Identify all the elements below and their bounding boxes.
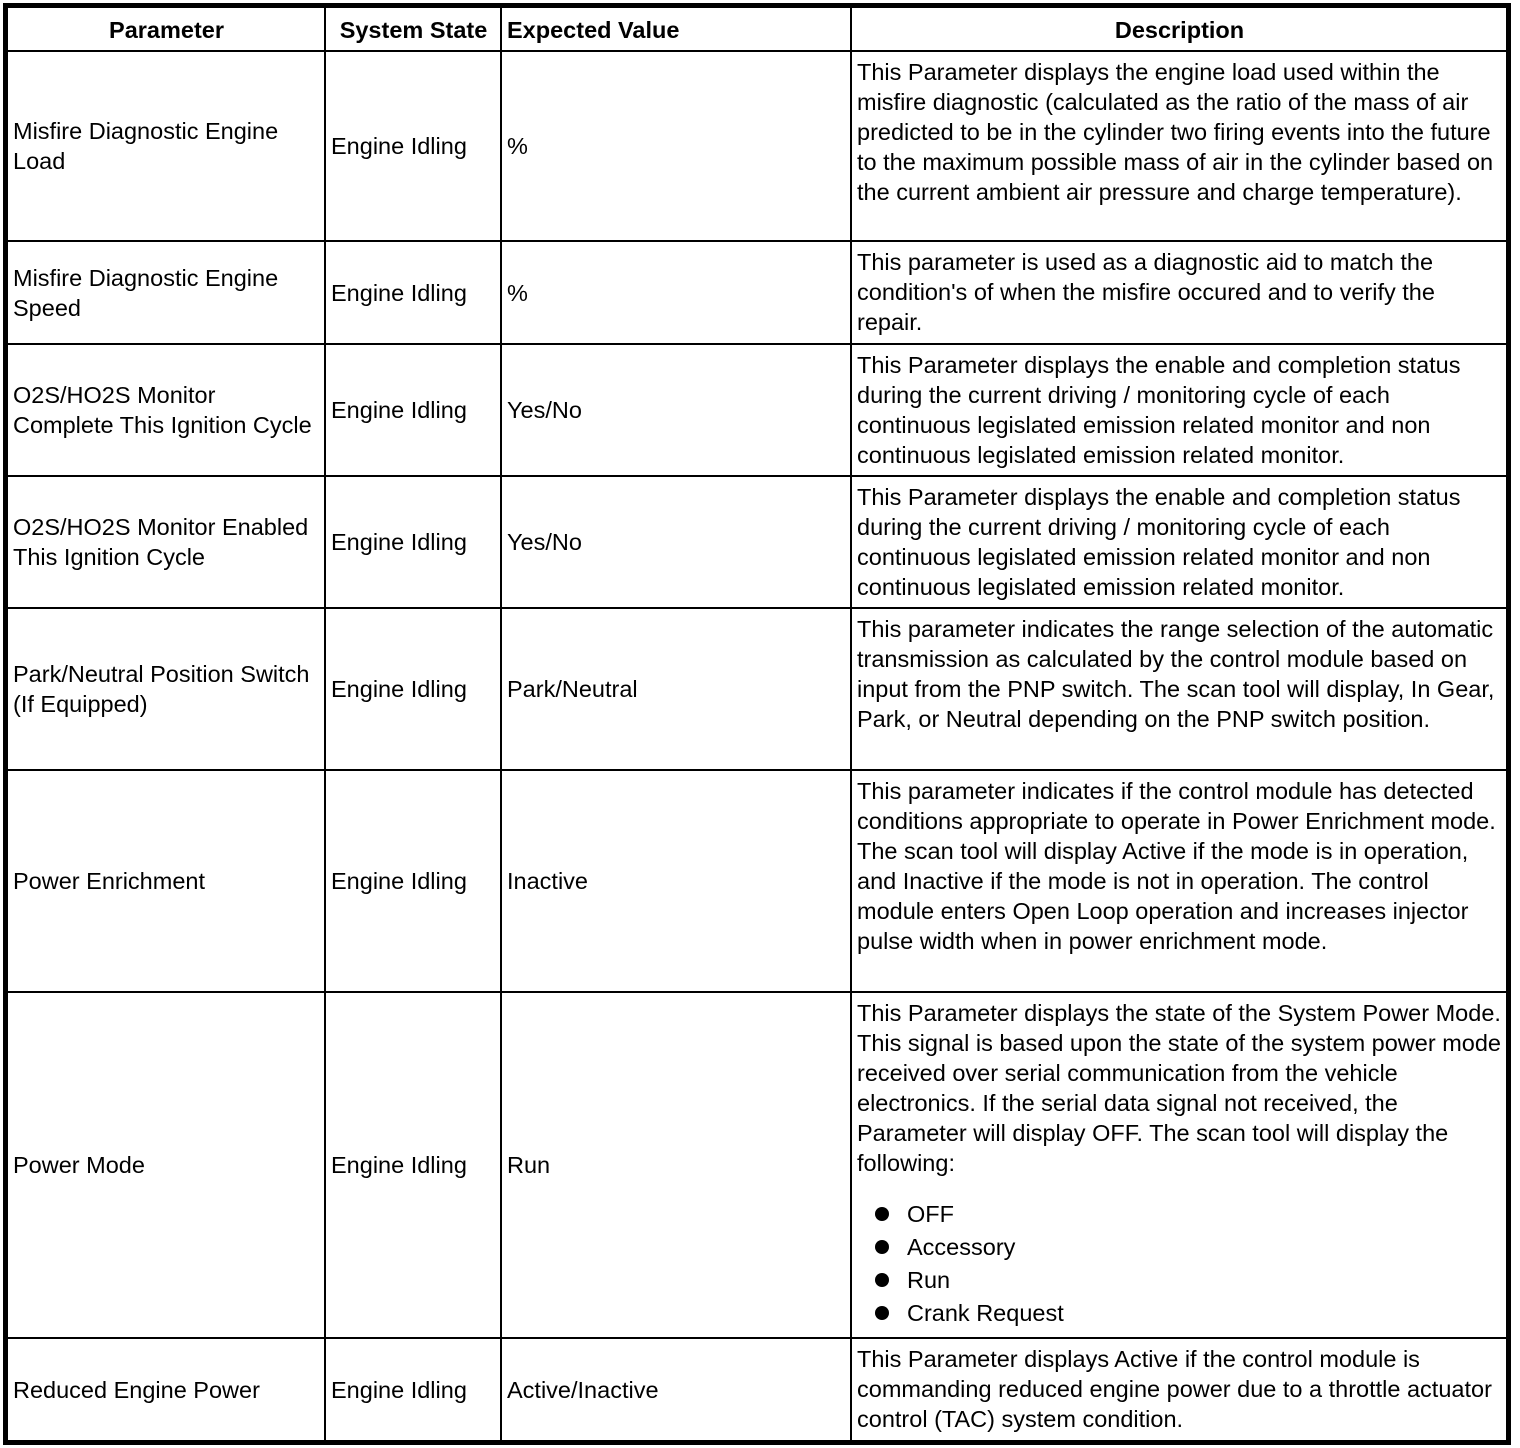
table-header-row [7,7,1507,51]
list-item-label: Crank Request [907,1300,1064,1326]
bullet-icon [875,1306,889,1320]
cell-system-state: Engine Idling [325,770,501,992]
bullet-icon [875,1240,889,1254]
cell-description [851,1338,1507,1441]
list-item [857,1231,1502,1264]
header-parameter: Parameter [7,7,325,51]
cell-parameter: Misfire Diagnostic Engine Speed [7,241,325,344]
description-text: This Parameter displays the engine load used within the misfire diagnostic (calculated as the ratio of the mass of air predicted to be in the cylinder two firing events into the future to the maximum possible mass of air in the cylinder based on the current ambient air pressure and charge temperature). [857,59,1494,205]
cell-system-state: Engine Idling [325,476,501,608]
cell-system-state: Engine Idling [325,241,501,344]
cell-expected-value: Yes/No [501,344,851,476]
header-expected-value: Expected Value [501,7,851,51]
list-item [857,1198,1502,1231]
cell-expected-value: Park/Neutral [501,608,851,770]
cell-description [851,344,1507,476]
cell-description [851,770,1507,992]
description-text: This Parameter displays Active if the control module is commanding reduced engine power due to a throttle actuator control (TAC) system condition. [857,1346,1492,1432]
list-item-label: Accessory [907,1234,1016,1260]
cell-system-state: Engine Idling [325,344,501,476]
document-page [6,6,1506,1440]
cell-expected-value: % [501,241,851,344]
cell-system-state: Engine Idling [325,608,501,770]
cell-description [851,51,1507,241]
cell-description [851,992,1507,1338]
list-item-label: Run [907,1267,951,1293]
cell-expected-value: Inactive [501,770,851,992]
description-text: This parameter indicates the range selection of the automatic transmission as calculated by the control module based on input from the PNP switch. The scan tool will display, In Gear, Park, or Neutral depending on the PNP switch position. [857,616,1495,732]
cell-description [851,241,1507,344]
list-item [857,1264,1502,1297]
cell-system-state: Engine Idling [325,51,501,241]
table-row [7,608,1507,770]
cell-parameter: Misfire Diagnostic Engine Load [7,51,325,241]
description-text: This Parameter displays the enable and completion status during the current driving / monitoring cycle of each continuous legislated emission related monitor and non continuous legislated emission related monitor. [857,352,1461,468]
table-row [7,992,1507,1338]
table-row [7,344,1507,476]
table-row [7,476,1507,608]
parameter-table [6,6,1508,1442]
table-row [7,241,1507,344]
cell-expected-value: Yes/No [501,476,851,608]
cell-system-state: Engine Idling [325,992,501,1338]
bullet-icon [875,1207,889,1221]
cell-expected-value: Active/Inactive [501,1338,851,1441]
cell-description [851,608,1507,770]
description-text: This parameter is used as a diagnostic aid to match the condition's of when the misfire occured and to verify the repair. [857,249,1435,335]
cell-expected-value: % [501,51,851,241]
cell-parameter: O2S/HO2S Monitor Enabled This Ignition Cycle [7,476,325,608]
cell-parameter: Power Mode [7,992,325,1338]
header-description: Description [851,7,1507,51]
cell-expected-value: Run [501,992,851,1338]
description-text: This Parameter displays the enable and completion status during the current driving / monitoring cycle of each continuous legislated emission related monitor and non continuous legislated emission related monitor. [857,484,1461,600]
table-row [7,1338,1507,1441]
power-mode-list [857,1198,1502,1330]
description-text: This parameter indicates if the control module has detected conditions appropriate to operate in Power Enrichment mode. The scan tool will display Active if the mode is in operation, and Inactive if the mode is not in operation. The control module enters Open Loop operation and increases injector pulse width when in power enrichment mode. [857,778,1496,954]
description-text: This Parameter displays the state of the System Power Mode. This signal is based upon the state of the system power mode received over serial communication from the vehicle electronics. If the serial data signal not received, the Parameter will display OFF. The scan tool will display the following: [857,1000,1501,1176]
cell-system-state: Engine Idling [325,1338,501,1441]
table-row [7,51,1507,241]
list-item-label: OFF [907,1201,954,1227]
header-system-state: System State [325,7,501,51]
cell-parameter: Park/Neutral Position Switch (If Equipped) [7,608,325,770]
cell-description [851,476,1507,608]
table-row [7,770,1507,992]
bullet-icon [875,1273,889,1287]
cell-parameter: O2S/HO2S Monitor Complete This Ignition Cycle [7,344,325,476]
list-item [857,1297,1502,1330]
cell-parameter: Power Enrichment [7,770,325,992]
cell-parameter: Reduced Engine Power [7,1338,325,1441]
